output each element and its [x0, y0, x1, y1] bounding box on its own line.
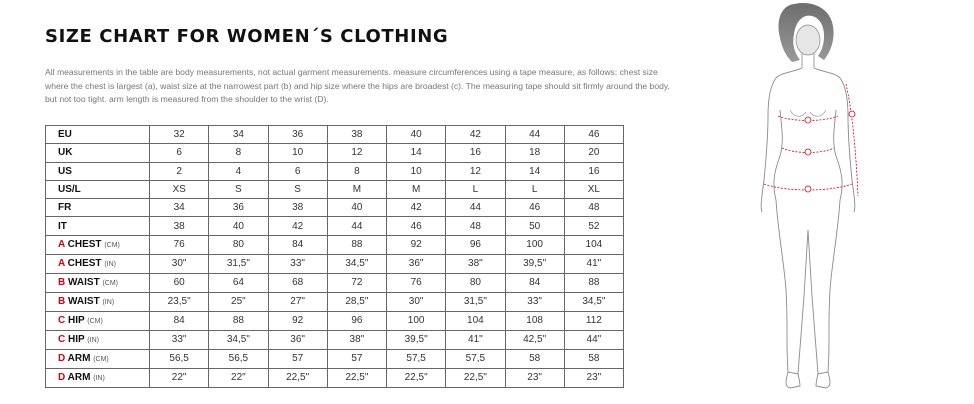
table-cell: 104 [564, 235, 623, 254]
measurement-letter: A [58, 238, 65, 250]
table-cell: 84 [150, 311, 209, 330]
table-cell: 2 [150, 162, 209, 180]
unit-label: (CM) [93, 355, 109, 363]
chest-measure-line [778, 116, 838, 123]
table-cell: 38 [327, 126, 386, 144]
table-cell: 42 [387, 199, 446, 217]
table-cell: 10 [387, 162, 446, 180]
table-cell: 8 [209, 144, 268, 162]
table-cell: 96 [327, 311, 386, 330]
table-cell: 108 [505, 311, 564, 330]
table-cell: 84 [268, 235, 327, 254]
table-cell: 34,5" [564, 292, 623, 311]
table-cell: 42 [268, 217, 327, 235]
table-cell: L [446, 180, 505, 198]
table-cell: 41" [446, 330, 505, 349]
body-outline [761, 68, 855, 388]
table-row [46, 311, 624, 330]
table-cell: 57,5 [446, 349, 505, 368]
row-label [46, 273, 150, 292]
table-cell: 46 [564, 126, 623, 144]
table-row [46, 273, 624, 292]
unit-label: (CM) [104, 241, 120, 249]
table-row [46, 254, 624, 273]
table-cell: 92 [268, 311, 327, 330]
table-cell: 22,5" [268, 368, 327, 387]
table-cell: 30" [387, 292, 446, 311]
table-cell: L [505, 180, 564, 198]
row-label-text: HIP [68, 314, 85, 326]
table-cell: XL [564, 180, 623, 198]
table-cell: 22,5" [446, 368, 505, 387]
table-row [46, 144, 624, 162]
row-label [46, 162, 150, 180]
table-cell: 60 [150, 273, 209, 292]
row-label [46, 330, 150, 349]
table-cell: 92 [387, 235, 446, 254]
row-label-text: WAIST [68, 295, 100, 307]
table-cell: 38 [268, 199, 327, 217]
table-cell: 58 [505, 349, 564, 368]
table-cell: 48 [564, 199, 623, 217]
table-cell: 56,5 [209, 349, 268, 368]
table-cell: 57,5 [387, 349, 446, 368]
table-cell: 38" [446, 254, 505, 273]
table-cell: 23" [564, 368, 623, 387]
table-cell: 64 [209, 273, 268, 292]
table-row [46, 368, 624, 387]
table-cell: S [268, 180, 327, 198]
table-cell: 34,5" [327, 254, 386, 273]
measurement-letter: B [58, 276, 66, 288]
table-cell: 88 [564, 273, 623, 292]
table-cell: 16 [446, 144, 505, 162]
table-cell: 14 [505, 162, 564, 180]
table-cell: 38 [150, 217, 209, 235]
table-cell: 4 [209, 162, 268, 180]
row-label-text: WAIST [68, 276, 100, 288]
table-cell: 32 [150, 126, 209, 144]
table-cell: 40 [327, 199, 386, 217]
table-cell: 12 [446, 162, 505, 180]
row-label [46, 349, 150, 368]
table-cell: 36" [268, 330, 327, 349]
face-shape [796, 25, 820, 55]
row-label-text: CHEST [67, 238, 102, 250]
table-row [46, 349, 624, 368]
table-row [46, 330, 624, 349]
table-row [46, 180, 624, 198]
table-cell: 41" [564, 254, 623, 273]
table-cell: 44 [327, 217, 386, 235]
unit-label: (IN) [93, 374, 105, 382]
table-cell: 33" [268, 254, 327, 273]
table-cell: 48 [446, 217, 505, 235]
row-label [46, 199, 150, 217]
hip-measure-line [764, 184, 852, 192]
row-label [46, 311, 150, 330]
table-cell: 57 [327, 349, 386, 368]
table-cell: 28,5" [327, 292, 386, 311]
table-cell: 34 [150, 199, 209, 217]
table-cell: 44" [564, 330, 623, 349]
table-row [46, 235, 624, 254]
table-cell: 42 [446, 126, 505, 144]
table-cell: 27" [268, 292, 327, 311]
table-cell: 68 [268, 273, 327, 292]
row-label [46, 126, 150, 144]
row-label-text: ARM [67, 371, 91, 383]
table-cell: 8 [327, 162, 386, 180]
table-cell: 46 [387, 217, 446, 235]
measurement-letter: B [58, 295, 66, 307]
table-cell: 104 [446, 311, 505, 330]
table-cell: M [327, 180, 386, 198]
table-cell: 22" [209, 368, 268, 387]
table-row [46, 217, 624, 235]
table-row [46, 162, 624, 180]
table-cell: 36 [268, 126, 327, 144]
row-label [46, 180, 150, 198]
table-cell: 30" [150, 254, 209, 273]
row-label-text: HIP [68, 333, 85, 345]
table-cell: 34,5" [209, 330, 268, 349]
female-body-measurement-icon [742, 0, 872, 404]
unit-label: (CM) [102, 279, 119, 287]
size-chart-table [45, 125, 624, 388]
row-label [46, 254, 150, 273]
table-cell: 88 [327, 235, 386, 254]
table-row [46, 126, 624, 144]
table-cell: 20 [564, 144, 623, 162]
measurement-letter: D [58, 352, 66, 364]
row-label [46, 368, 150, 387]
table-cell: 84 [505, 273, 564, 292]
table-cell: 25" [209, 292, 268, 311]
table-cell: 42,5" [505, 330, 564, 349]
table-cell: XS [150, 180, 209, 198]
table-cell: 34 [209, 126, 268, 144]
table-cell: 23" [505, 368, 564, 387]
row-label [46, 292, 150, 311]
table-cell: 76 [387, 273, 446, 292]
table-row [46, 292, 624, 311]
row-label-text: US [58, 165, 72, 177]
table-cell: 80 [446, 273, 505, 292]
table-cell: 100 [387, 311, 446, 330]
table-cell: 39,5" [387, 330, 446, 349]
row-label-text: ARM [67, 352, 91, 364]
table-cell: 36" [387, 254, 446, 273]
measurement-instructions: All measurements in the table are body measurements, not actual garment measurements. measure circumferences using a tape measure, as follows: chest size where the chest is largest (a), waist size at the narrowest part (b) and hip size where the hips are broadest (c). The measuring tape should sit firmly around the body, but not too tight. arm length is measured from the shoulder to the wrist (D). [45, 67, 670, 104]
table-cell: 22" [150, 368, 209, 387]
row-label-text: US/L [58, 184, 81, 196]
table-cell: 33" [150, 330, 209, 349]
table-cell: 31,5" [446, 292, 505, 311]
table-cell: 57 [268, 349, 327, 368]
table-cell: 10 [268, 144, 327, 162]
table-cell: 23,5" [150, 292, 209, 311]
waist-measure-line [782, 148, 834, 155]
table-cell: 39,5" [505, 254, 564, 273]
row-label-text: CHEST [67, 257, 102, 269]
measurement-letter: C [58, 333, 66, 345]
table-cell: 36 [209, 199, 268, 217]
table-cell: 80 [209, 235, 268, 254]
table-cell: S [209, 180, 268, 198]
table-cell: 88 [209, 311, 268, 330]
row-label [46, 217, 150, 235]
page-title: SIZE CHART FOR WOMEN´S CLOTHING [45, 26, 449, 47]
table-cell: 40 [387, 126, 446, 144]
table-cell: 44 [446, 199, 505, 217]
table-cell: 22,5" [387, 368, 446, 387]
row-label [46, 235, 150, 254]
table-cell: 16 [564, 162, 623, 180]
row-label-text: UK [58, 147, 73, 159]
unit-label: (IN) [87, 336, 99, 344]
table-cell: 44 [505, 126, 564, 144]
table-cell: 38" [327, 330, 386, 349]
table-cell: 58 [564, 349, 623, 368]
table-cell: 96 [446, 235, 505, 254]
table-cell: 33" [505, 292, 564, 311]
table-cell: 12 [327, 144, 386, 162]
row-label-text: IT [58, 220, 67, 232]
table-cell: 112 [564, 311, 623, 330]
table-cell: 50 [505, 217, 564, 235]
row-label [46, 144, 150, 162]
table-cell: 56,5 [150, 349, 209, 368]
unit-label: (IN) [102, 298, 115, 306]
measurement-letter: C [58, 314, 66, 326]
table-cell: 14 [387, 144, 446, 162]
unit-label: (IN) [104, 260, 116, 268]
table-cell: 76 [150, 235, 209, 254]
table-cell: 22,5" [327, 368, 386, 387]
table-row [46, 199, 624, 217]
table-cell: 46 [505, 199, 564, 217]
table-cell: 6 [268, 162, 327, 180]
measurement-letter: A [58, 257, 65, 269]
measurement-letter: D [58, 371, 66, 383]
row-label-text: FR [58, 202, 72, 214]
table-cell: 72 [327, 273, 386, 292]
table-cell: M [387, 180, 446, 198]
table-cell: 31,5" [209, 254, 268, 273]
row-label-text: EU [58, 129, 72, 141]
table-cell: 40 [209, 217, 268, 235]
table-cell: 6 [150, 144, 209, 162]
table-cell: 100 [505, 235, 564, 254]
table-cell: 18 [505, 144, 564, 162]
table-cell: 52 [564, 217, 623, 235]
unit-label: (CM) [87, 317, 103, 325]
